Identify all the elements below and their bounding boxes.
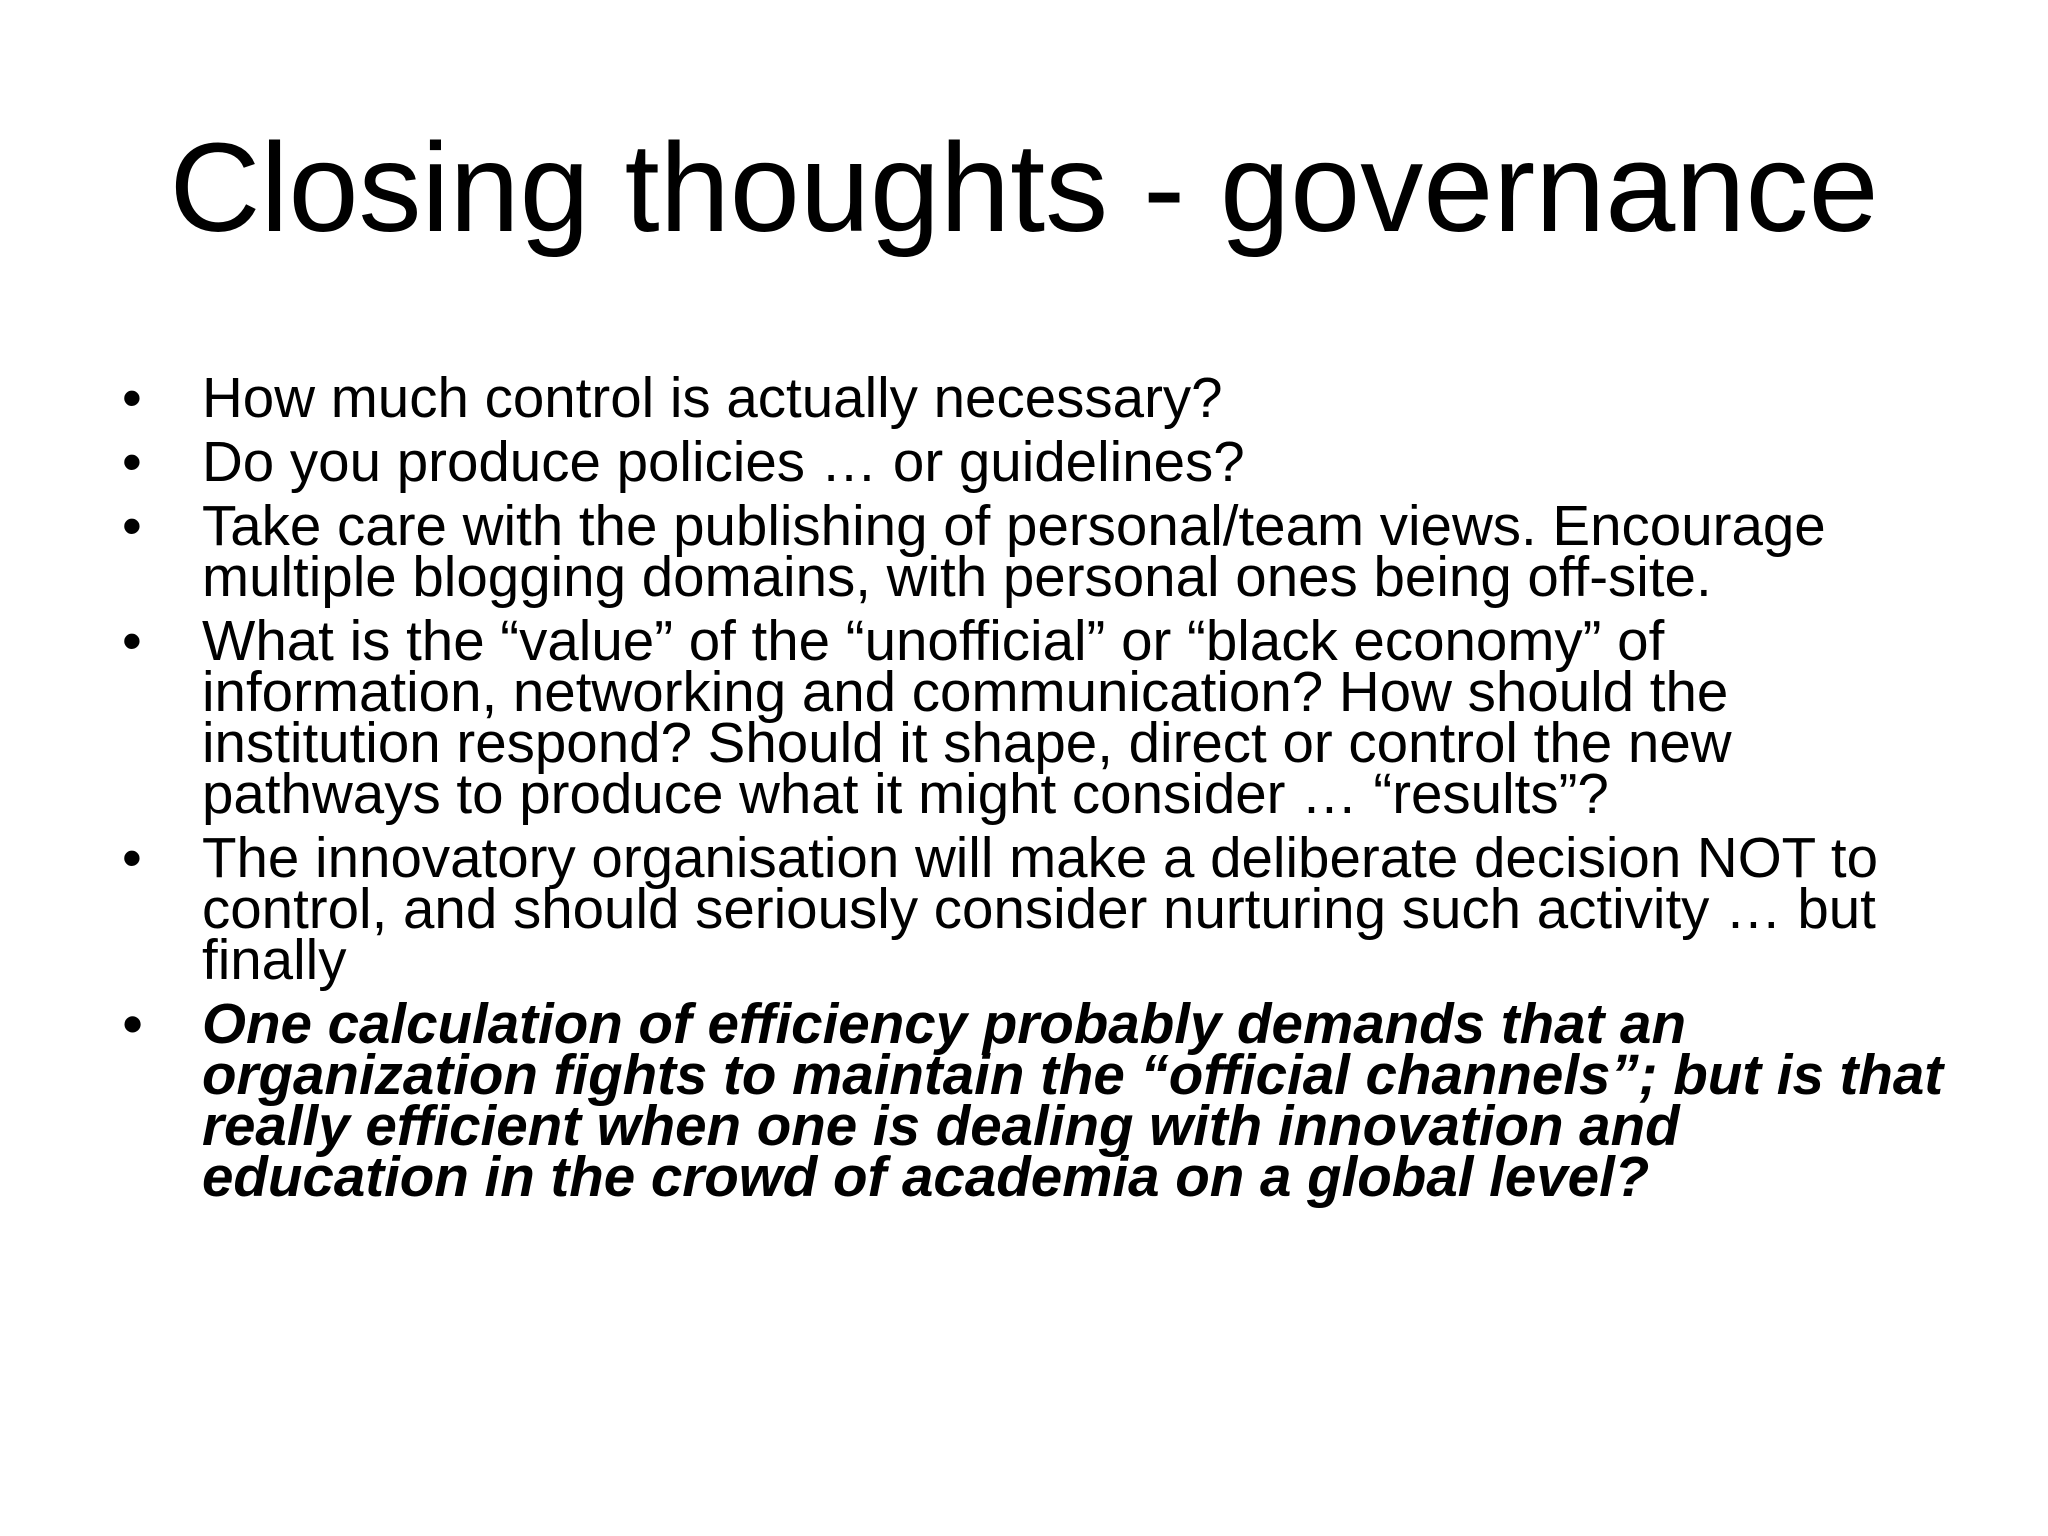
bullet-list	[122, 366, 1952, 1215]
bullet-item-black-economy	[122, 609, 1952, 825]
bullet-item-efficiency	[122, 992, 1952, 1208]
bullet-text: The innovatory organisation will make a deliberate decision NOT to control, and should seriously consider nurturing such activity … but finally	[202, 826, 1878, 991]
bullet-icon: •	[122, 609, 142, 672]
bullet-item-control	[122, 366, 1952, 429]
bullet-text: One calculation of efficiency probably demands that an organization fights to maintain the “official channels”; but is that really efficient when one is dealing with innovation and education in the crowd of academia on a global level?	[202, 992, 1944, 1208]
bullet-text: How much control is actually necessary?	[202, 366, 1223, 429]
bullet-icon: •	[122, 430, 142, 493]
bullet-text: What is the “value” of the “unofficial” or “black economy” of information, networking and communication? How should the institution respond? Should it shape, direct or control the new pathways to produce what it might consider … “results”?	[202, 609, 1732, 825]
bullet-icon: •	[122, 494, 142, 557]
bullet-icon: •	[122, 992, 142, 1055]
bullet-item-policies	[122, 430, 1952, 493]
slide-title: Closing thoughts - governance	[169, 117, 1879, 258]
bullet-item-publishing	[122, 494, 1952, 608]
bullet-icon: •	[122, 366, 142, 429]
bullet-item-innovatory	[122, 826, 1952, 991]
bullet-icon: •	[122, 826, 142, 889]
bullet-text: Do you produce policies … or guidelines?	[202, 430, 1245, 493]
bullet-text: Take care with the publishing of personal/team views. Encourage multiple blogging domains, with personal ones being off-site.	[202, 494, 1826, 608]
